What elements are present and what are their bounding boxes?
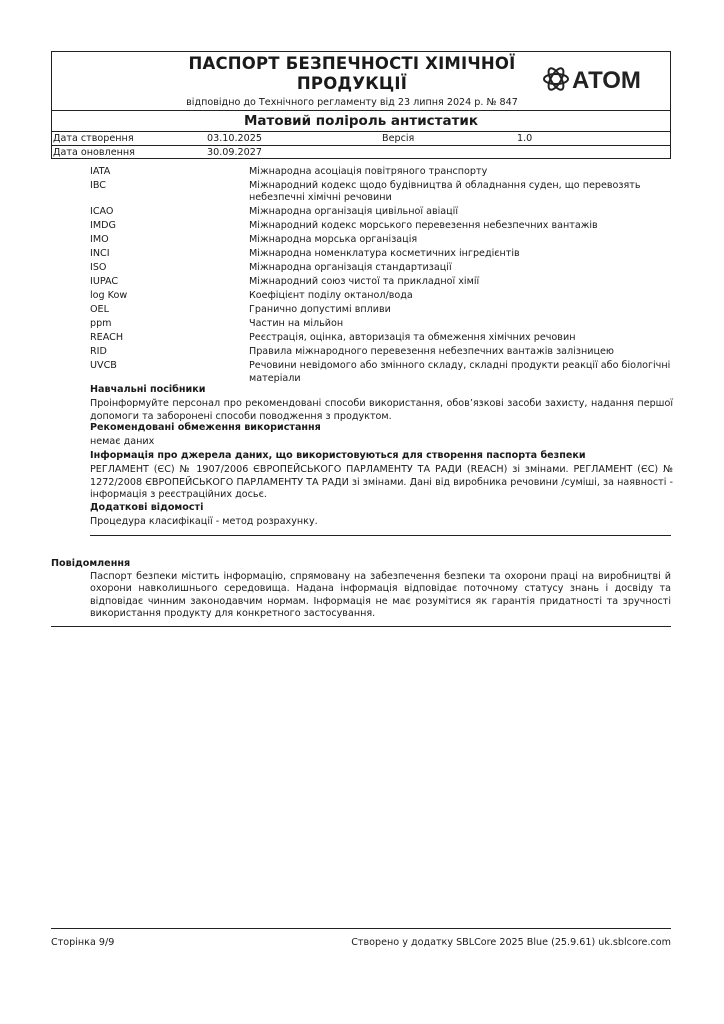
additional-text: Процедура класифікації - метод розрахунку. — [90, 516, 318, 528]
updated-value: 30.09.2027 — [207, 147, 262, 158]
meta-row-created — [52, 132, 670, 146]
sources-section — [90, 450, 673, 502]
restrictions-section — [90, 422, 673, 449]
abbreviation-row — [90, 180, 680, 205]
abbreviation-row — [90, 166, 680, 178]
restrictions-text: немає даних — [90, 436, 155, 448]
abbreviation-row — [90, 346, 680, 358]
training-heading: Навчальні посібники — [90, 384, 206, 395]
abbreviation-key: IBC — [90, 180, 106, 191]
abbreviation-key: RID — [90, 346, 107, 358]
version-value: 1.0 — [517, 133, 533, 144]
page-number: Сторінка 9/9 — [51, 937, 115, 948]
abbreviation-definition: Коефіцієнт поділу октанол/вода — [249, 290, 413, 302]
abbreviation-definition: Реєстрація, оцінка, авторизація та обмеження хімічних речовин — [249, 332, 576, 344]
abbreviation-row — [90, 220, 680, 232]
abbreviation-key: OEL — [90, 304, 109, 316]
document-header — [51, 51, 671, 159]
abbreviation-definition: Частин на мільйон — [249, 318, 344, 330]
sources-text: РЕГЛАМЕНТ (ЄС) № 1907/2006 ЄВРОПЕЙСЬКОГО ПАРЛАМЕНТУ ТА РАДИ (REACH) зі змінами. РЕГЛАМЕНТ (ЄС) № 1272/2008 ЄВРОПЕЙСЬКОГО ПАРЛАМЕНТУ ТА РАДИ зі змінами. Дані від виробника речовини /суміші, за наявності - інформація з реєстраційних досьє. — [90, 464, 673, 501]
abbreviation-row — [90, 248, 680, 260]
abbreviation-definition: Міжнародна морська організація — [249, 234, 418, 246]
title-line-2: ПРОДУКЦІЇ — [296, 74, 408, 93]
meta-row-updated — [52, 146, 670, 159]
additional-heading: Додаткові відомості — [90, 502, 204, 513]
abbreviation-key: INCI — [90, 248, 110, 260]
section-divider — [90, 535, 671, 536]
title-line-1: ПАСПОРТ БЕЗПЕЧНОСТІ ХІМІЧНОЇ — [188, 54, 516, 73]
abbreviation-key: log Kow — [90, 290, 128, 302]
notice-heading: Повідомлення — [51, 558, 131, 569]
abbreviation-definition: Міжнародна номенклатура косметичних інгредієнтів — [249, 248, 520, 260]
abbreviation-definition: Міжнародна асоціація повітряного транспорту — [249, 166, 488, 177]
document-title — [172, 54, 532, 94]
abbreviation-key: REACH — [90, 332, 124, 344]
abbreviation-definition: Міжнародний кодекс щодо будівництва й обладнання суден, що перевозять небезпечні хімічні речовини — [249, 180, 641, 204]
abbreviation-definition: Міжнародна організація стандартизації — [249, 262, 452, 274]
header-top — [52, 52, 670, 110]
abbreviation-definition: Міжнародний кодекс морського перевезення небезпечних вантажів — [249, 220, 598, 232]
abbreviation-row — [90, 290, 680, 302]
training-text: Проінформуйте персонал про рекомендовані способи використання, обов’язкові засоби захисту, надання першої допомоги та заборонені способи поводження з продуктом. — [90, 398, 673, 422]
version-label: Версія — [382, 133, 415, 144]
abbreviation-row — [90, 318, 680, 330]
generator-credit: Створено у додатку SBLCore 2025 Blue (25.9.61) uk.sblcore.com — [351, 937, 671, 948]
abbreviation-key: UVCB — [90, 360, 117, 372]
created-value: 03.10.2025 — [207, 133, 262, 144]
abbreviation-row — [90, 234, 680, 246]
abbreviation-row — [90, 360, 680, 385]
abbreviation-key: ISO — [90, 262, 107, 274]
abbreviation-key: ICAO — [90, 206, 114, 218]
abbreviation-definition: Речовини невідомого або змінного складу, складні продукти реакції або біологічні матеріали — [249, 360, 671, 384]
abbreviation-definition: Гранично допустимі впливи — [249, 304, 391, 316]
training-section — [90, 384, 673, 423]
atom-logo — [542, 64, 670, 94]
product-name-row — [52, 110, 670, 132]
notice-text: Паспорт безпеки містить інформацію, спрямовану на забезпечення безпеки та охорони праці на виробництві й охорони навколишнього середовища. Надана інформація відповідає поточному статусу знань і досвіду та відповідає чинним законодавчим нормам. Інформація не має розумітися як гарантія придатності та зручності використання продукту для конкретного застосування. — [90, 571, 671, 620]
abbreviation-row — [90, 262, 680, 274]
logo-text: АТОМ — [572, 67, 641, 94]
product-name: Матовий поліроль антистатик — [243, 113, 479, 129]
abbreviation-key: IATA — [90, 166, 111, 177]
additional-section — [90, 502, 673, 529]
notice-divider — [51, 626, 671, 627]
abbreviations-list — [90, 166, 680, 387]
updated-label: Дата оновлення — [53, 147, 135, 158]
created-label: Дата створення — [53, 133, 134, 144]
atom-logo-icon — [542, 64, 670, 94]
regulation-reference: відповідно до Технічного регламенту від 23 липня 2024 р. № 847 — [186, 97, 518, 108]
abbreviation-definition: Правила міжнародного перевезення небезпечних вантажів залізницею — [249, 346, 614, 358]
abbreviation-row — [90, 304, 680, 316]
abbreviation-key: IMO — [90, 234, 109, 246]
abbreviation-definition: Міжнародна організація цивільної авіації — [249, 206, 459, 218]
abbreviation-row — [90, 206, 680, 218]
footer-divider — [51, 928, 671, 929]
abbreviation-row — [90, 276, 680, 288]
restrictions-heading: Рекомендовані обмеження використання — [90, 422, 321, 433]
abbreviation-row — [90, 332, 680, 344]
sources-heading: Інформація про джерела даних, що використовуються для створення паспорта безпеки — [90, 450, 586, 461]
abbreviation-key: IUPAC — [90, 276, 119, 288]
abbreviation-definition: Міжнародний союз чистої та прикладної хімії — [249, 276, 480, 288]
abbreviation-key: IMDG — [90, 220, 116, 232]
abbreviation-key: ppm — [90, 318, 112, 330]
